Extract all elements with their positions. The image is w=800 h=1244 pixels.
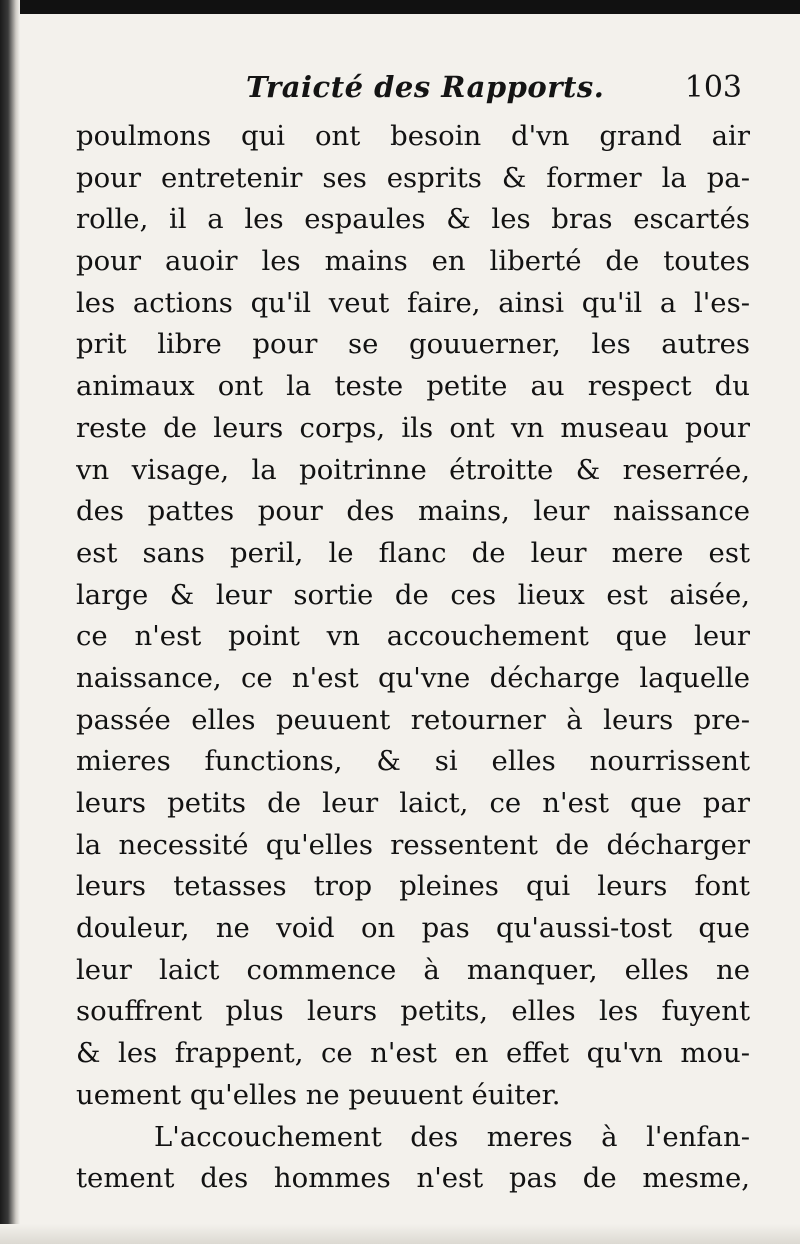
text-line: leurs petits de leur laict, ce n'est que par	[76, 787, 750, 819]
page-number: 103	[684, 70, 742, 105]
text-line: pour entretenir ses esprits & former la pa-	[76, 161, 750, 194]
text-line: prit libre pour se gouuerner, les autres	[76, 328, 750, 361]
text-line-paragraph-start: L'accouchement des meres à l'enfan-	[154, 1120, 750, 1153]
running-title: Traicté des Rapports.	[246, 70, 605, 104]
text-line: passée elles peuuent retourner à leurs pre-	[76, 703, 750, 736]
text-line: est sans peril, le flanc de leur mere est	[76, 536, 750, 569]
text-line: naissance, ce n'est qu'vne décharge laquelle	[76, 661, 750, 694]
text-line: leur laict commence à manquer, elles ne	[76, 953, 750, 986]
text-line: vn visage, la poitrinne étroitte & reserrée,	[76, 453, 750, 486]
text-line: reste de leurs corps, ils ont vn museau pour	[76, 411, 750, 444]
text-line: large & leur sortie de ces lieux est aisée,	[76, 578, 750, 611]
scan-edge-top	[0, 0, 800, 14]
text-line: rolle, il a les espaules & les bras escartés	[76, 203, 750, 236]
text-line: mieres functions, & si elles nourrissent	[76, 745, 750, 778]
scan-edge-left	[0, 0, 20, 1244]
text-line: les actions qu'il veut faire, ainsi qu'il a l'es-	[76, 286, 750, 319]
text-line: leurs tetasses trop pleines qui leurs font	[76, 870, 750, 903]
text-line: poulmons qui ont besoin d'vn grand air	[76, 120, 750, 152]
text-line: la necessité qu'elles ressentent de décharger	[76, 828, 750, 861]
scan-edge-bottom	[0, 1224, 800, 1244]
text-line: pour auoir les mains en liberté de toutes	[76, 245, 750, 278]
text-line: animaux ont la teste petite au respect du	[76, 370, 750, 403]
text-line: ce n'est point vn accouchement que leur	[76, 620, 750, 653]
text-line-paragraph-end: uement qu'elles ne peuuent éuiter.	[76, 1078, 561, 1111]
text-line: & les frappent, ce n'est en effet qu'vn mou-	[76, 1037, 750, 1070]
text-line: souffrent plus leurs petits, elles les fuyent	[76, 995, 750, 1028]
text-line: des pattes pour des mains, leur naissance	[76, 495, 750, 528]
page-header	[78, 64, 748, 112]
body-text	[76, 116, 750, 1200]
text-line: tement des hommes n'est pas de mesme,	[76, 1162, 750, 1195]
text-line: douleur, ne void on pas qu'aussi-tost que	[76, 912, 750, 945]
